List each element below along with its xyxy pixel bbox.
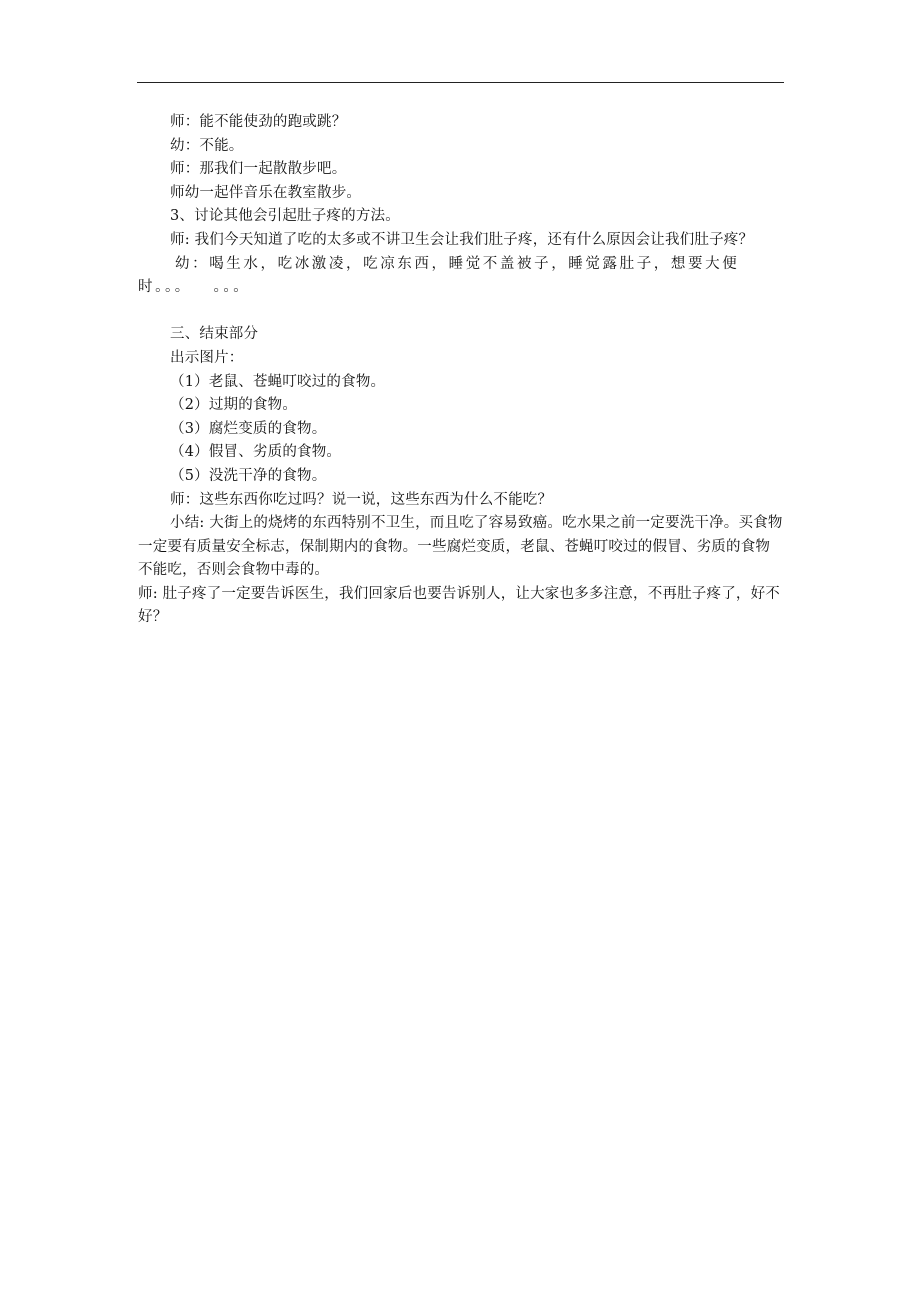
dialogue-teacher-question: 师：这些东西你吃过吗？说一说，这些东西为什么不能吃？	[170, 491, 553, 508]
list-item: （5）没洗干净的食物。	[170, 467, 327, 484]
dialogue-teacher-run-jump: 师：能不能使劲的跑或跳？	[170, 114, 347, 130]
list-item: （3）腐烂变质的食物。	[170, 420, 327, 437]
list-item: （4）假冒、劣质的食物。	[170, 444, 342, 461]
dialogue-child-causes: 幼：喝生水，吃冰激凌，吃凉东西，睡觉不盖被子，睡觉露肚子，想要大便时。。。 。。。	[138, 255, 740, 296]
activity-walk-music: 师幼一起伴音乐在教室散步。	[170, 184, 362, 201]
dialogue-teacher-walk: 师：那我们一起散散步吧。	[170, 161, 347, 178]
paragraph-gap	[138, 300, 784, 324]
step-3-heading: 3、讨论其他会引起肚子疼的方法。	[170, 208, 400, 225]
list-item: （2）过期的食物。	[170, 397, 298, 414]
dialogue-child-no: 幼：不能。	[170, 137, 244, 154]
document-body	[138, 111, 784, 630]
show-pictures-label: 出示图片：	[170, 349, 244, 366]
dialogue-teacher-other-causes: 师: 我们今天知道了吃的太多或不讲卫生会让我们肚子疼，还有什么原因会让我们肚子疼？	[170, 231, 754, 248]
closing-paragraph: 师: 肚子疼了一定要告诉医生，我们回家后也要告诉别人，让大家也多多注意，不再肚子疼了，好不好？	[138, 585, 780, 626]
section-3-heading: 三、结束部分	[170, 326, 259, 343]
list-item: （1）老鼠、苍蝇叮咬过的食物。	[170, 373, 386, 390]
header-rule	[137, 82, 784, 83]
summary-paragraph: 小结: 大街上的烧烤的东西特别不卫生，而且吃了容易致癌。吃水果之前一定要洗干净。买食物一定要有质量安全标志，保制期内的食物。一些腐烂变质，老鼠、苍蝇叮咬过的假冒、劣质的食物不能吃，否则会食物中毒的。	[138, 515, 783, 579]
